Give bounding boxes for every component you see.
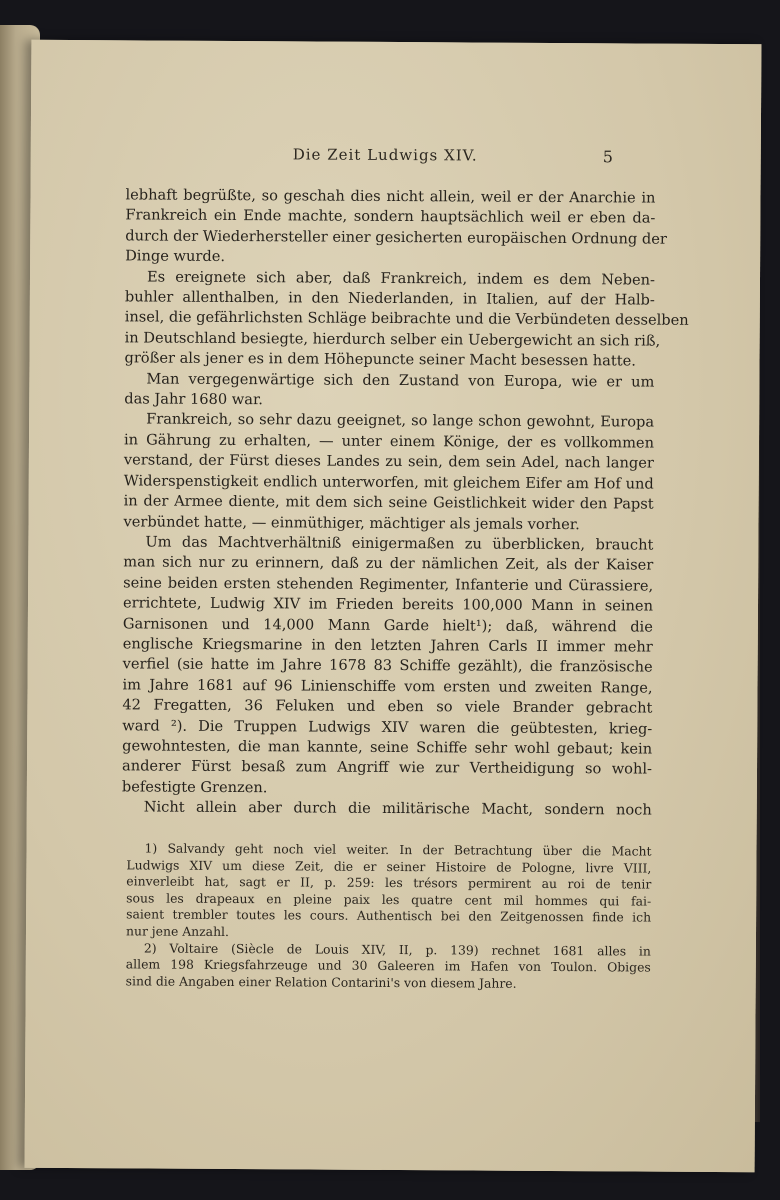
body-line: buhler allenthalben, in den Niederlanden, in Italien, auf der Halb- [124,288,655,309]
body-line: Man vergegenwärtige sich den Zustand von Europa, wie er um [146,370,655,391]
body-line: englische Kriegsmarine in den letzten Jahren Carls II immer mehr [122,635,653,656]
body-line: Widerspenstigkeit endlich unterworfen, mit gleichem Eifer am Hof und [123,472,654,493]
running-header [31,144,761,167]
body-line: Um das Machtverhältniß einigermaßen zu überblicken, braucht [145,533,654,554]
body-line: in Deutschland besiegte, hierdurch selber ein Uebergewicht an sich riß, [124,329,661,350]
footnote-line: einverleibt hat, sagt er II, p. 259: les trésors permirent au roi de tenir [126,873,652,892]
body-line: Dinge wurde. [125,247,226,266]
running-header-title: Die Zeit Ludwigs XIV. [292,145,478,165]
body-line: das Jahr 1680 war. [124,390,264,409]
page-number: 5 [602,147,613,167]
footnote-line: saient trembler toutes les cours. Authentisch bei den Zeitgenossen finde ich [126,906,652,925]
body-line: errichtete, Ludwig XIV im Frieden bereits 100,000 Mann in seinen [122,594,654,615]
footnote-line: sind die Angaben einer Relation Contarini's von diesem Jahre. [125,973,517,991]
body-line: durch der Wiederhersteller einer gesicherten europäischen Ordnung der [125,227,667,248]
body-line: anderer Fürst besaß zum Angriff wie zur Vertheidigung so wohl- [121,757,653,778]
footnote-line: nur jene Anzahl. [125,923,230,939]
footnote-line: sous les drapeaux en pleine paix les quatre cent mil hommes qui fai- [126,890,652,909]
body-line: in Gährung zu erhalten, — unter einem Könige, der es vollkommen [123,431,655,452]
book-page [25,40,762,1172]
body-line: in der Armee diente, mit dem sich seine Geistlichkeit wider den Papst [123,492,654,513]
body-line: insel, die gefährlichsten Schläge beibrachte und die Verbündeten desselben [124,308,689,330]
body-line: größer als jener es in dem Höhepuncte seiner Macht besessen hatte. [124,349,636,370]
body-line: Garnisonen und 14,000 Mann Garde hielt¹); daß, während die [122,614,653,636]
body-line: im Jahre 1681 auf 96 Linienschiffe vom ersten und zweiten Range, [122,676,653,697]
body-line: verstand, der Fürst dieses Landes zu sein, dem sein Adel, nach langer [123,451,654,472]
footnote-line: 1) Salvandy geht noch viel weiter. In der Betrachtung über die Macht [144,840,652,859]
footnotes [126,840,652,993]
body-line: verbündet hatte, — einmüthiger, mächtiger als jemals vorher. [123,512,580,533]
body-line: Frankreich, so sehr dazu geeignet, so lange schon gewohnt, Europa [146,410,655,432]
body-line: ward ²). Die Truppen Ludwigs XIV waren die geübtesten, krieg- [122,716,653,738]
body-line: lebhaft begrüßte, so geschah dies nicht allein, weil er der Anarchie in [125,186,656,207]
body-line: befestigte Grenzen. [121,778,268,797]
body-line: Es ereignete sich aber, daß Frankreich, indem es dem Neben- [146,268,656,289]
footnote-line: Ludwigs XIV um diese Zeit, die er seiner Histoire de Pologne, livre VIII, [126,856,652,876]
body-line: Frankreich ein Ende machte, sondern hauptsächlich weil er eben da- [125,206,656,228]
body-line: 42 Fregatten, 36 Feluken und eben so viele Brander gebracht [122,696,653,717]
body-line: Nicht allein aber durch die militärische Macht, sondern noch [143,798,652,819]
body-line: man sich nur zu erinnern, daß zu der nämlichen Zeit, als der Kaiser [123,553,654,574]
body-line: seine beiden ersten stehenden Regimenter, Infanterie und Cürassiere, [123,574,654,595]
body-line: gewohntesten, die man kannte, seine Schiffe sehr wohl gebaut; kein [122,737,653,758]
body-line: verfiel (sie hatte im Jahre 1678 83 Schiffe gezählt), die französische [122,655,653,676]
footnote-line: 2) Voltaire (Siècle de Louis XIV, II, p. 139) rechnet 1681 alles in [143,940,651,959]
footnote-line: allem 198 Kriegsfahrzeuge und 30 Galeeren im Hafen von Toulon. Obiges [125,956,651,975]
body-text [121,185,689,821]
